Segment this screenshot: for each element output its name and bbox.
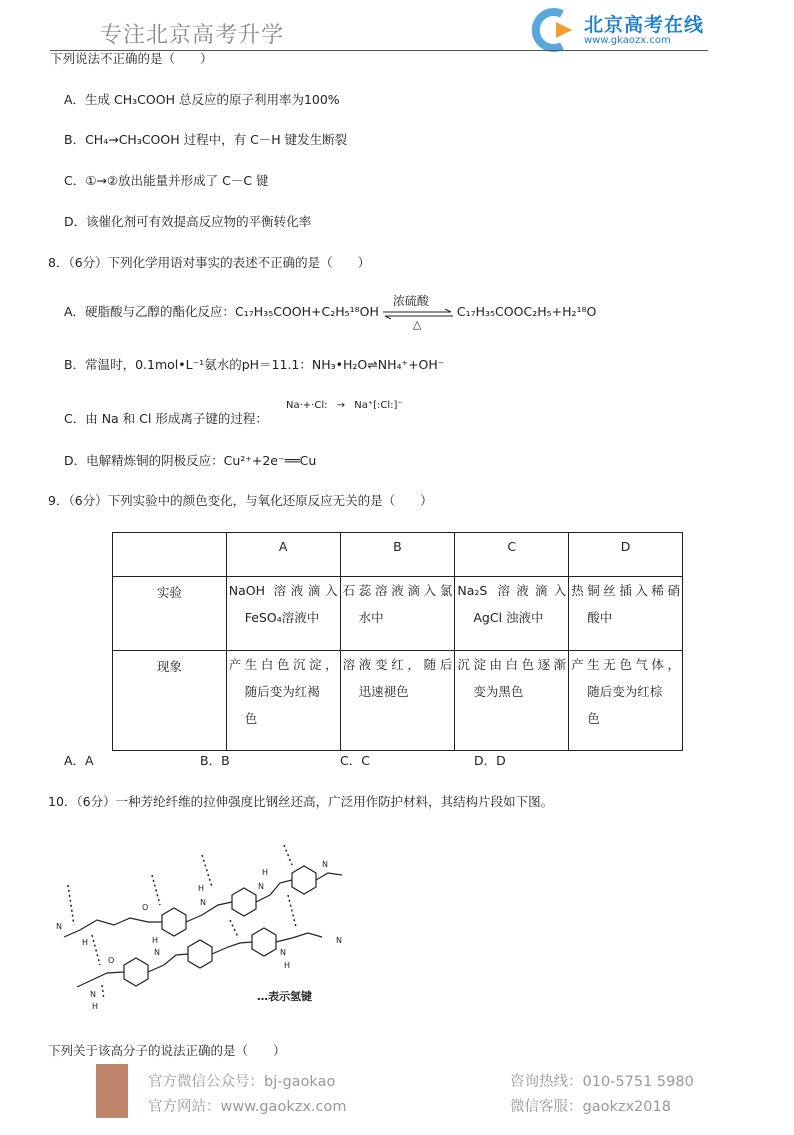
table-cell: NaOH 溶液滴入 FeSO₄溶液中 xyxy=(226,577,340,651)
q7-option-b: B．CH₄→CH₃COOH 过程中，有 C－H 键发生断裂 xyxy=(64,132,348,147)
q8-option-d: D．电解精炼铜的阴极反应：Cu²⁺+2e⁻══Cu xyxy=(64,453,317,468)
footer-website: 官方网站：www.gaokzx.com xyxy=(148,1099,347,1115)
footer-color-bar xyxy=(96,1064,128,1118)
q10-question: 下列关于该高分子的说法正确的是（ ） xyxy=(48,1043,286,1058)
benzene-ring xyxy=(124,958,148,986)
table-cell: 沉淀由白色逐渐 变为黑色 xyxy=(455,651,569,751)
q7-option-d: D．该催化剂可有效提高反应物的平衡转化率 xyxy=(64,214,312,229)
table-cell: 产生白色沉淀， 随后变为红褐 色 xyxy=(226,651,340,751)
q9-stem: 9．（6分）下列实验中的颜色变化，与氧化还原反应无关的是（ ） xyxy=(48,493,433,508)
site-logo xyxy=(522,8,712,52)
table-row xyxy=(113,651,683,751)
ionic-left: Na·+·Cl: xyxy=(286,400,328,411)
table-header-cell: D xyxy=(569,533,683,577)
svg-text:N: N xyxy=(258,882,264,891)
table-cell: 热铜丝插入稀硝 酸中 xyxy=(569,577,683,651)
svg-text:N: N xyxy=(322,860,328,869)
arrow-condition-bottom: △ xyxy=(412,317,422,331)
svg-text:H: H xyxy=(284,961,291,970)
reversible-arrow xyxy=(383,293,453,331)
ionic-right: Na⁺[:Cl:]⁻ xyxy=(354,400,403,411)
benzene-ring xyxy=(252,928,276,956)
arrow-condition-top: 浓硫酸 xyxy=(392,293,429,308)
svg-text:N: N xyxy=(280,948,286,957)
q9-option-a: A．A xyxy=(64,753,94,768)
table-header-cell: C xyxy=(455,533,569,577)
benzene-ring xyxy=(188,940,212,968)
q8-option-c: C．由 Na 和 Cl 形成离子键的过程： xyxy=(64,411,268,426)
row-label: 现象 xyxy=(113,651,227,751)
q9-option-b: B．B xyxy=(200,753,230,768)
q8-a-products: C₁₇H₃₅COOC₂H₅+H₂¹⁸O xyxy=(456,304,597,319)
q8-option-b: B．常温时，0.1mol•L⁻¹氨水的pH＝11.1：NH₃•H₂O⇌NH₄⁺+OH⁻ xyxy=(64,357,445,372)
svg-text:N: N xyxy=(90,990,96,999)
table-header-cell: A xyxy=(226,533,340,577)
q8-stem: 8．（6分）下列化学用语对事实的表述不正确的是（ ） xyxy=(48,255,371,270)
q7-option-a: A．生成 CH₃COOH 总反应的原子利用率为100% xyxy=(64,92,340,107)
table-header-cell xyxy=(113,533,227,577)
svg-text:N: N xyxy=(154,948,160,957)
svg-text:O: O xyxy=(108,956,115,965)
svg-text:N: N xyxy=(200,898,206,907)
svg-text:H: H xyxy=(262,868,269,877)
experiment-table xyxy=(112,532,683,751)
footer-wechat: 官方微信公众号：bj-gaokao xyxy=(148,1074,336,1090)
logo-name: 北京高考在线 xyxy=(584,14,705,36)
benzene-ring xyxy=(232,888,256,916)
q8-option-a xyxy=(64,293,597,331)
svg-text:H: H xyxy=(82,938,89,947)
table-cell: 石蕊溶液滴入氯 水中 xyxy=(340,577,455,651)
q7-stem: 下列说法不正确的是（ ） xyxy=(50,51,213,66)
aramid-structure-diagram xyxy=(52,825,342,1010)
footer-hotline: 咨询热线：010-5751 5980 xyxy=(510,1074,694,1090)
q9-option-c: C．C xyxy=(340,753,370,768)
q8-a-reactants: A．硬脂酸与乙醇的酯化反应：C₁₇H₃₅COOH+C₂H₅¹⁸OH xyxy=(64,304,379,319)
svg-text:O: O xyxy=(142,903,149,912)
svg-text:N: N xyxy=(336,936,342,945)
table-cell: 产生无色气体， 随后变为红棕 色 xyxy=(569,651,683,751)
q7-option-c: C．①→②放出能量并形成了 C－C 键 xyxy=(64,173,269,188)
row-label: 实验 xyxy=(113,577,227,651)
benzene-ring xyxy=(292,866,316,894)
svg-text:H: H xyxy=(152,936,159,945)
svg-text:N: N xyxy=(56,922,62,931)
logo-icon xyxy=(522,8,582,52)
table-cell: Na₂S 溶液滴入 AgCl 浊液中 xyxy=(455,577,569,651)
arrow-icon: → xyxy=(336,400,346,411)
header-title: 专注北京高考升学 xyxy=(100,23,285,48)
table-header-row xyxy=(113,533,683,577)
table-cell: 溶液变红，随后 迅速褪色 xyxy=(340,651,455,751)
table-row xyxy=(113,577,683,651)
q10-stem: 10．（6分）一种芳纶纤维的拉伸强度比钢丝还高，广泛用作防护材料，其结构片段如下图。 xyxy=(48,794,554,809)
svg-text:H: H xyxy=(198,884,205,893)
hydrogen-bond-legend: …表示氢键 xyxy=(257,990,312,1003)
footer-service: 微信客服：gaokzx2018 xyxy=(510,1099,671,1115)
table-header-cell: B xyxy=(340,533,455,577)
logo-url: www.gkaozx.com xyxy=(584,35,671,46)
benzene-ring xyxy=(162,908,186,936)
ionic-bond-formation xyxy=(286,400,403,411)
svg-text:H: H xyxy=(92,1002,99,1010)
q9-option-d: D．D xyxy=(474,753,506,768)
